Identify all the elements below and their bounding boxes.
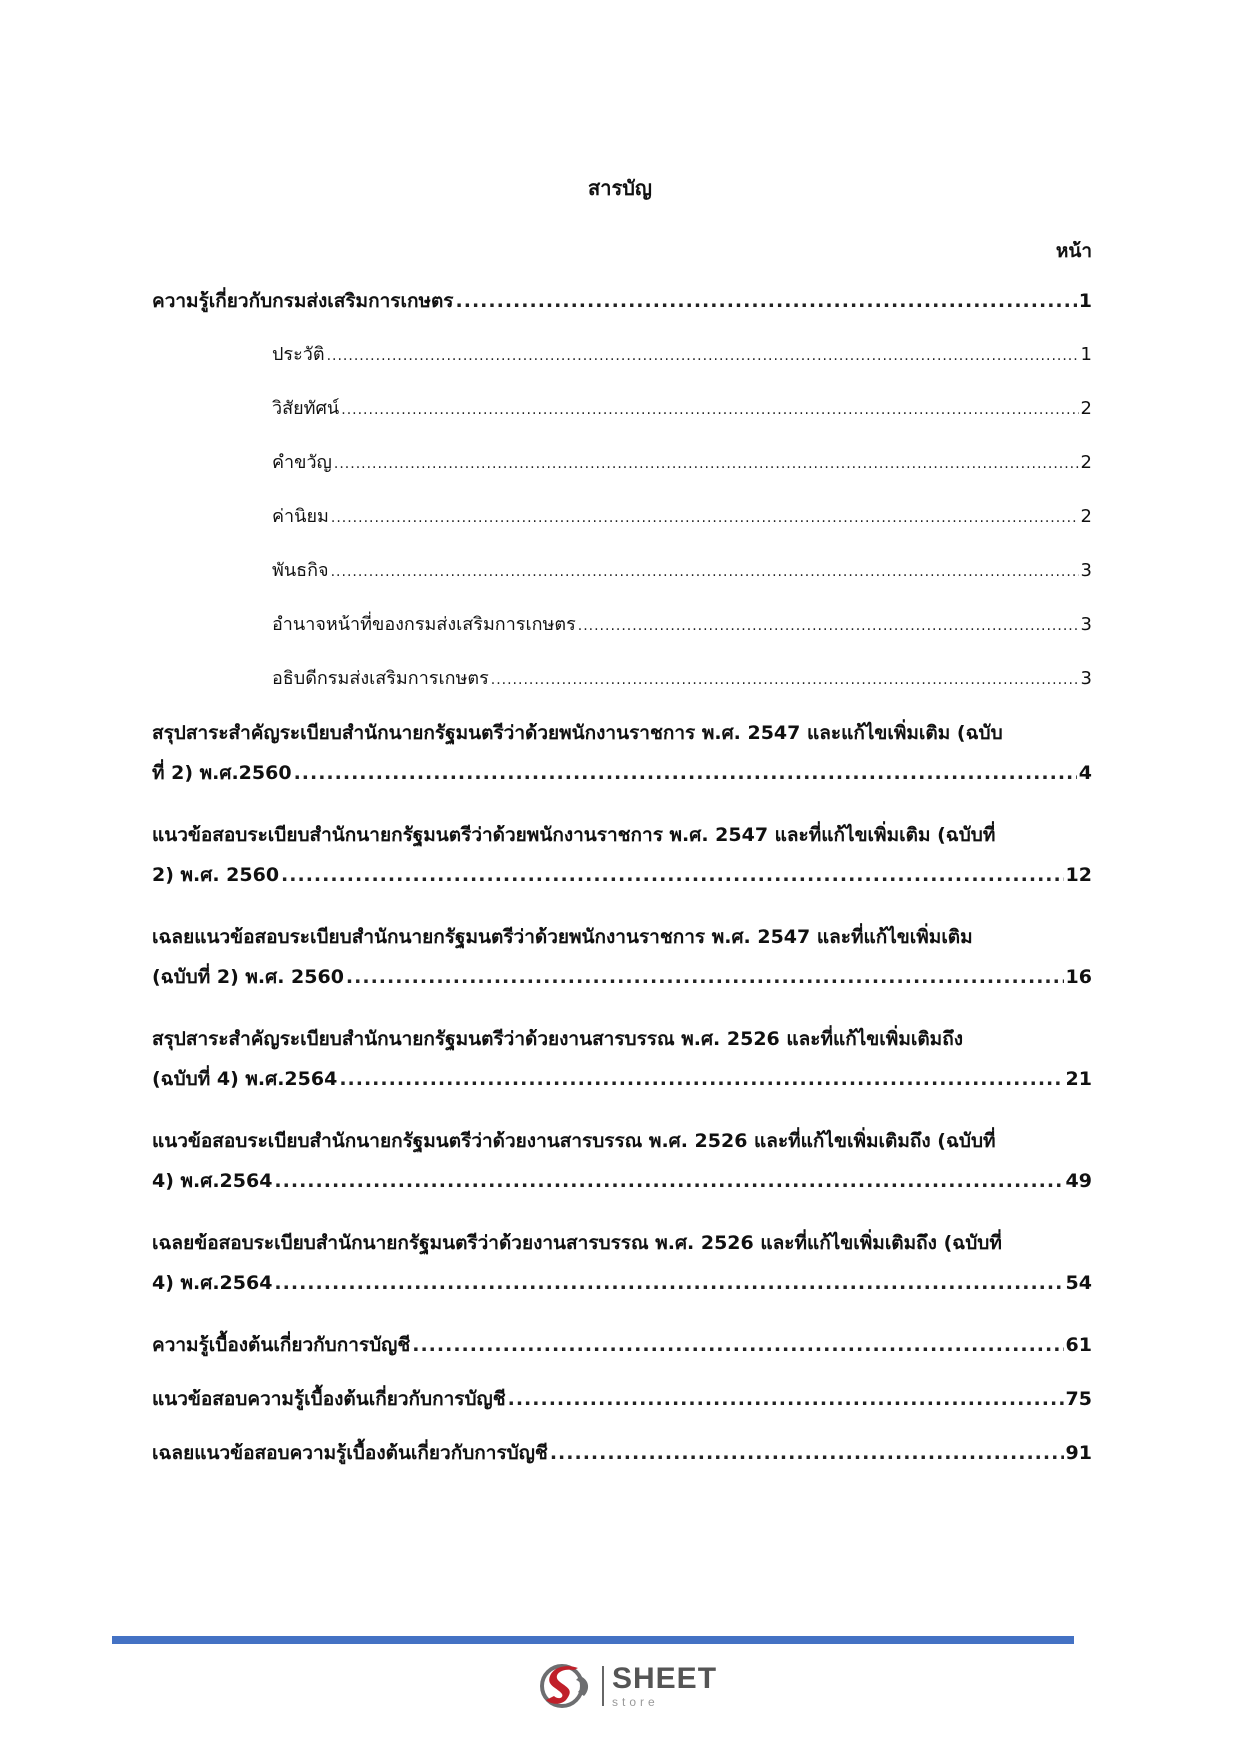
toc-page-number: 61: [1065, 1334, 1092, 1356]
leader-dots: [331, 556, 1079, 587]
toc-subentry[interactable]: [152, 556, 1092, 586]
toc-subentry[interactable]: [152, 448, 1092, 478]
toc-entry-title: ค่านิยม: [272, 506, 329, 527]
toc-entry-title-line2: (ฉบับที่ 4) พ.ศ.2564: [152, 1068, 338, 1090]
toc-entry-title: แนวข้อสอบความรู้เบื้องต้นเกี่ยวกับการบัญชี: [152, 1388, 506, 1410]
toc-entry[interactable]: [152, 820, 1092, 890]
sheet-store-logo: [540, 1660, 717, 1712]
leader-dots: [550, 1438, 1064, 1468]
toc-subentry[interactable]: [152, 394, 1092, 424]
leader-dots: [294, 758, 1077, 788]
toc-entry[interactable]: [152, 1228, 1092, 1298]
leader-dots: [274, 1166, 1063, 1196]
toc-entry-title-line1: แนวข้อสอบระเบียบสำนักนายกรัฐมนตรีว่าด้วยงานสารบรรณ พ.ศ. 2526 และที่แก้ไขเพิ่มเติมถึง (ฉบับที่: [152, 1130, 996, 1152]
toc-entry-title: อำนาจหน้าที่ของกรมส่งเสริมการเกษตร: [272, 614, 576, 635]
toc-entry-title-line1: เฉลยข้อสอบระเบียบสำนักนายกรัฐมนตรีว่าด้วยงานสารบรรณ พ.ศ. 2526 และที่แก้ไขเพิ่มเติมถึง (ฉบับที่: [152, 1232, 1002, 1254]
leader-dots: [412, 1330, 1063, 1360]
toc-subentry[interactable]: [152, 340, 1092, 370]
toc-entry-title: ความรู้เบื้องต้นเกี่ยวกับการบัญชี: [152, 1334, 411, 1356]
toc-entry[interactable]: [152, 286, 1092, 316]
toc-entry-title-line1: แนวข้อสอบระเบียบสำนักนายกรัฐมนตรีว่าด้วยพนักงานราชการ พ.ศ. 2547 และที่แก้ไขเพิ่มเติม (ฉบับที่: [152, 824, 996, 846]
toc-page-number: 3: [1080, 560, 1092, 581]
leader-dots: [331, 502, 1079, 533]
toc-page-number: 49: [1065, 1170, 1092, 1192]
toc-entry-title: คำขวัญ: [272, 452, 332, 473]
toc-page-number: 1: [1080, 344, 1092, 365]
leader-dots: [281, 860, 1064, 890]
toc-entry-title-line1: เฉลยแนวข้อสอบระเบียบสำนักนายกรัฐมนตรีว่าด้วยพนักงานราชการ พ.ศ. 2547 และที่แก้ไขเพิ่มเติม: [152, 926, 973, 948]
toc-entry[interactable]: [152, 922, 1092, 992]
toc-page-number: 2: [1080, 452, 1092, 473]
toc-entry[interactable]: [152, 1384, 1092, 1414]
toc-subentry[interactable]: [152, 664, 1092, 694]
toc-entry-title-line1: สรุปสาระสำคัญระเบียบสำนักนายกรัฐมนตรีว่าด้วยพนักงานราชการ พ.ศ. 2547 และแก้ไขเพิ่มเติม (ฉบับ: [152, 722, 1003, 744]
toc-entry-title-line2: 4) พ.ศ.2564: [152, 1170, 273, 1192]
logo-separator: [602, 1666, 604, 1706]
page-column-header: หน้า: [1055, 240, 1092, 262]
toc-entry[interactable]: [152, 1024, 1092, 1094]
toc-page-number: 54: [1065, 1272, 1092, 1294]
sheet-store-logo-icon: [540, 1660, 596, 1712]
toc-page-number: 1: [1078, 290, 1092, 312]
logo-brand-text: SHEET: [612, 1662, 718, 1695]
toc-entry[interactable]: [152, 1126, 1092, 1196]
toc-entry[interactable]: [152, 1438, 1092, 1468]
toc-entry[interactable]: [152, 1330, 1092, 1360]
leader-dots: [274, 1268, 1063, 1298]
toc-entry-title-line2: 2) พ.ศ. 2560: [152, 864, 280, 886]
toc-entry-title: เฉลยแนวข้อสอบความรู้เบื้องต้นเกี่ยวกับการบัญชี: [152, 1442, 548, 1464]
toc-page-number: 12: [1065, 864, 1092, 886]
toc-entry-title-line2: 4) พ.ศ.2564: [152, 1272, 273, 1294]
toc-subentry[interactable]: [152, 502, 1092, 532]
leader-dots: [508, 1384, 1064, 1414]
toc-entry-title-line2: ที่ 2) พ.ศ.2560: [152, 762, 292, 784]
toc-page-number: 75: [1065, 1388, 1092, 1410]
toc-page-number: 2: [1080, 506, 1092, 527]
leader-dots: [327, 340, 1079, 371]
page-title: สารบัญ: [588, 176, 652, 200]
toc-page-number: 16: [1065, 966, 1092, 988]
toc-page-number: 21: [1065, 1068, 1092, 1090]
toc-page-number: 91: [1065, 1442, 1092, 1464]
logo-text: [612, 1664, 717, 1708]
toc-page-number: 3: [1080, 668, 1092, 689]
toc-entry-title: ความรู้เกี่ยวกับกรมส่งเสริมการเกษตร: [152, 290, 454, 312]
toc-entry-title-line2: (ฉบับที่ 2) พ.ศ. 2560: [152, 966, 344, 988]
leader-dots: [491, 664, 1079, 695]
footer-rule: [112, 1636, 1074, 1644]
leader-dots: [578, 610, 1079, 641]
leader-dots: [334, 448, 1079, 479]
toc-entry-title: วิสัยทัศน์: [272, 398, 340, 419]
leader-dots: [456, 286, 1077, 316]
toc-entry-title: อธิบดีกรมส่งเสริมการเกษตร: [272, 668, 489, 689]
logo-sub-text: store: [612, 1695, 659, 1709]
leader-dots: [339, 1064, 1063, 1094]
toc-page-number: 4: [1078, 762, 1092, 784]
toc-subentry[interactable]: [152, 610, 1092, 640]
toc-entry-title: พันธกิจ: [272, 560, 329, 581]
leader-dots: [346, 962, 1064, 992]
toc-entry-title: ประวัติ: [272, 344, 325, 365]
toc-page-number: 2: [1080, 398, 1092, 419]
toc-entry[interactable]: [152, 718, 1092, 788]
toc-entry-title-line1: สรุปสาระสำคัญระเบียบสำนักนายกรัฐมนตรีว่าด้วยงานสารบรรณ พ.ศ. 2526 และที่แก้ไขเพิ่มเติมถึง: [152, 1028, 963, 1050]
leader-dots: [341, 394, 1078, 425]
toc-page-number: 3: [1080, 614, 1092, 635]
